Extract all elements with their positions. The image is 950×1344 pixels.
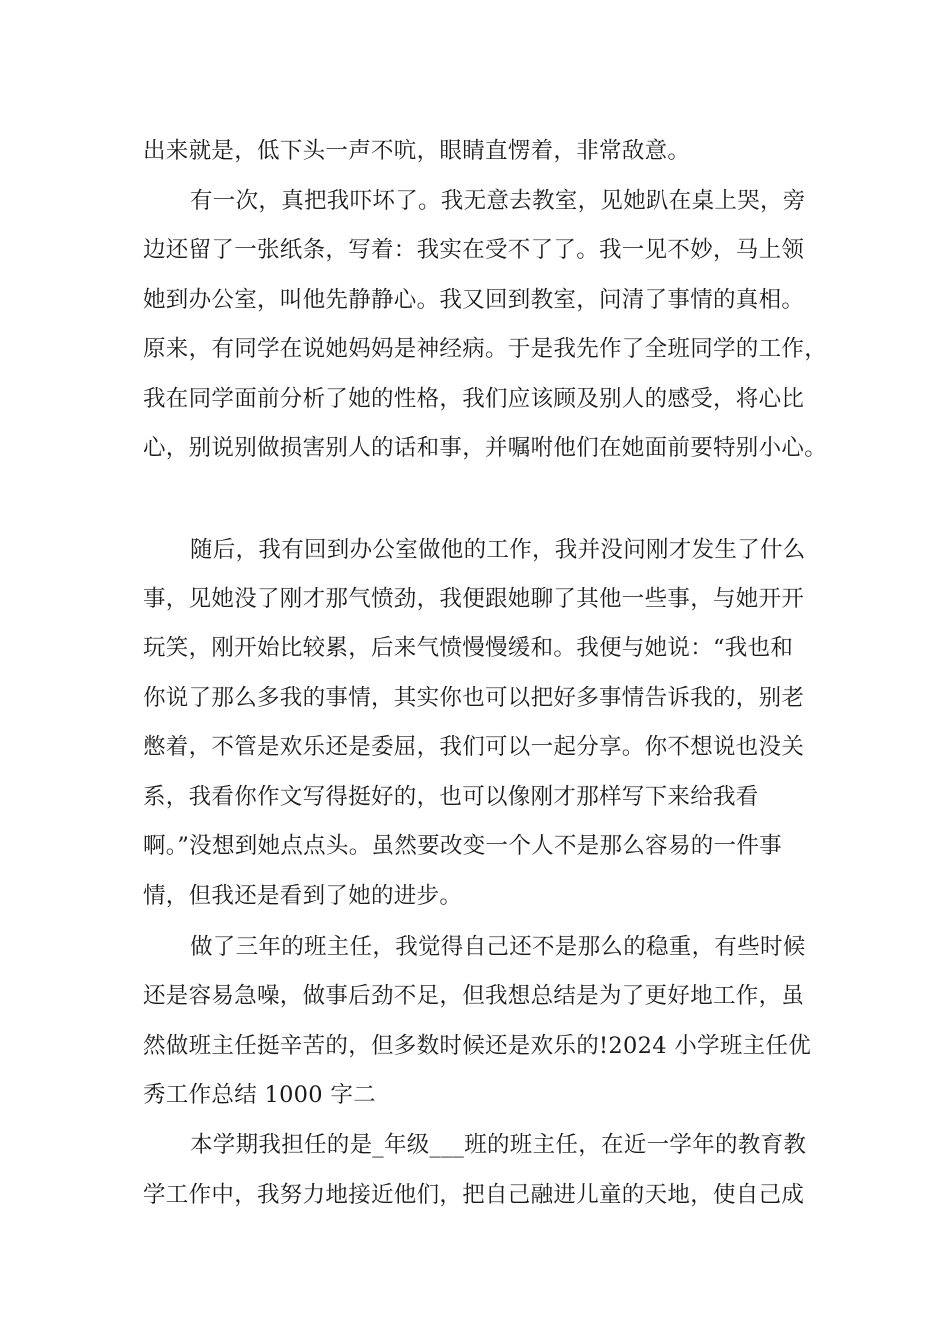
text-line: 学工作中，我努力地接近他们，把自己融进儿童的天地，使自己成 — [143, 1182, 805, 1208]
text-line: 边还留了一张纸条，写着：我实在受不了了。我一见不妙，马上领 — [143, 237, 805, 263]
text-line: 出来就是，低下头一声不吭，眼睛直愣着，非常敌意。 — [143, 138, 691, 164]
text-line: 她到办公室，叫他先静静心。我又回到教室，问清了事情的真相。 — [143, 287, 805, 313]
text-line: 我在同学面前分析了她的性格，我们应该顾及别人的感受，将心比 — [143, 386, 805, 412]
text-line: 情，但我还是看到了她的进步。 — [143, 883, 463, 909]
text-line: 憋着，不管是欢乐还是委屈，我们可以一起分享。你不想说也没关 — [143, 734, 805, 760]
text-line: 然做班主任挺辛苦的，但多数时候还是欢乐的!2024 小学班主任优 — [143, 1033, 812, 1059]
text-line: 还是容易急噪，做事后劲不足，但我想总结是为了更好地工作，虽 — [143, 983, 805, 1009]
text-line: 秀工作总结 1000 字二 — [143, 1082, 376, 1108]
text-line: 事，见她没了刚才那气愤劲，我便跟她聊了其他一些事，与她开开 — [143, 586, 805, 612]
paragraph-start-line: 有一次，真把我吓坏了。我无意去教室，见她趴在桌上哭，旁 — [190, 188, 806, 214]
text-line: 啊。”没想到她点点头。虽然要改变一个人不是那么容易的一件事 — [143, 833, 782, 859]
text-line: 玩笑，刚开始比较累，后来气愤慢慢缓和。我便与她说：“我也和 — [143, 635, 794, 661]
paragraph-start-line: 做了三年的班主任，我觉得自己还不是那么的稳重，有些时候 — [190, 934, 806, 960]
paragraph-start-line: 随后，我有回到办公室做他的工作，我并没问刚才发生了什么 — [190, 537, 806, 563]
text-line: 系，我看你作文写得挺好的，也可以像刚才那样写下来给我看 — [143, 784, 759, 810]
text-line: 原来，有同学在说她妈妈是神经病。于是我先作了全班同学的工作， — [143, 336, 828, 362]
paragraph-start-line: 本学期我担任的是_年级___班的班主任，在近一学年的教育教 — [190, 1132, 807, 1158]
text-line: 心，别说别做损害别人的话和事，并嘱咐他们在她面前要特别小心。 — [143, 435, 828, 461]
text-line: 你说了那么多我的事情，其实你也可以把好多事情告诉我的，别老 — [143, 685, 805, 711]
